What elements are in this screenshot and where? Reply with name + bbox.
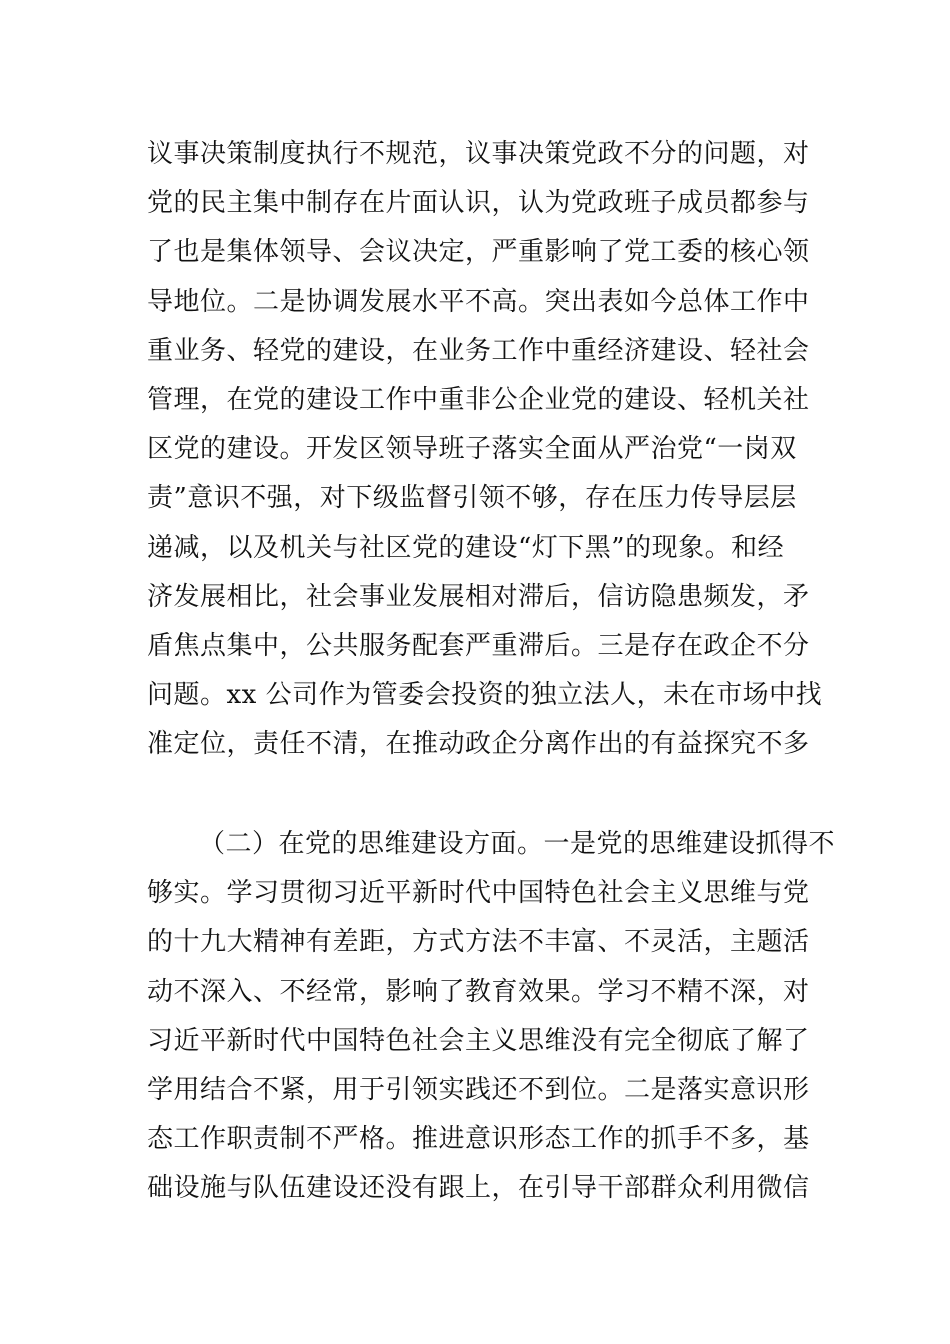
text-line: 递减，以及机关与社区党的建设“灯下黑”的现象。和经	[147, 532, 785, 563]
text-line: 重业务、轻党的建设，在业务工作中重经济建设、轻社会	[147, 335, 810, 366]
text-line: 准定位，责任不清，在推动政企分离作出的有益探究不多	[147, 729, 810, 760]
paragraph-continuation	[147, 130, 823, 769]
text-line: 的十九大精神有差距，方式方法不丰富、不灵活，主题活	[147, 927, 810, 958]
text-line: 态工作职责制不严格。推进意识形态工作的抓手不多，基	[147, 1124, 810, 1155]
text-line: 动不深入、不经常，影响了教育效果。学习不精不深，对	[147, 976, 810, 1007]
text-line: 济发展相比，社会事业发展相对滞后，信访隐患频发，矛	[147, 581, 810, 612]
text-line: 础设施与队伍建设还没有跟上，在引导干部群众利用微信	[147, 1173, 810, 1204]
text-line: 盾焦点集中，公共服务配套严重滞后。三是存在政企不分	[147, 630, 810, 661]
text-line: 责”意识不强，对下级监督引领不够，存在压力传导层层	[147, 483, 797, 514]
paragraph-section-2	[147, 820, 836, 1214]
text-line: 导地位。二是协调发展水平不高。突出表如今总体工作中	[147, 286, 810, 317]
section-heading-line: （二）在党的思维建设方面。一是党的思维建设抓得不	[199, 829, 836, 859]
text-line: 了也是集体领导、会议决定，严重影响了党工委的核心领	[147, 237, 810, 268]
text-line: 议事决策制度执行不规范，议事决策党政不分的问题，对	[147, 139, 810, 169]
text-line: 管理，在党的建设工作中重非公企业党的建设、轻机关社	[147, 384, 810, 415]
text-line: 党的民主集中制存在片面认识，认为党政班子成员都参与	[147, 188, 810, 219]
text-line: 够实。学习贯彻习近平新时代中国特色社会主义思维与党	[147, 878, 810, 909]
text-line: 学用结合不紧，用于引领实践还不到位。二是落实意识形	[147, 1074, 810, 1105]
text-line: 区党的建设。开发区领导班子落实全面从严治党“一岗双	[147, 434, 797, 465]
text-line: 习近平新时代中国特色社会主义思维没有完全彻底了解了	[147, 1025, 810, 1056]
text-line: 问题。xx 公司作为管委会投资的独立法人，未在市场中找	[147, 680, 823, 711]
